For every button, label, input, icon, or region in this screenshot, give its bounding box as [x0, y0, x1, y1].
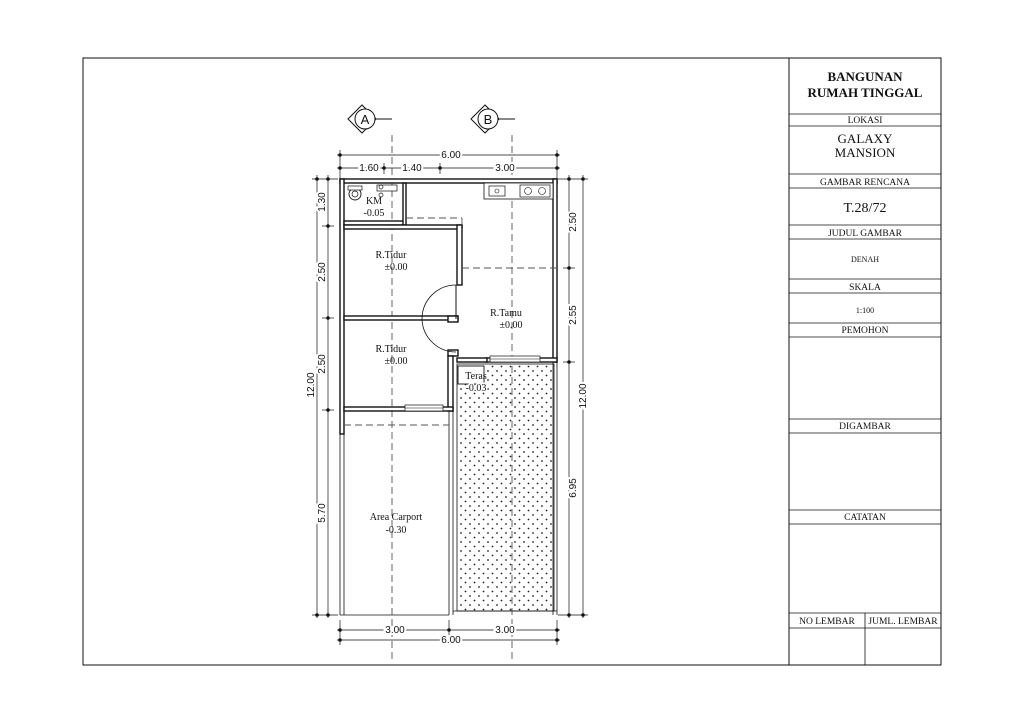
bottom-dimensions	[337, 620, 560, 646]
dim-right-total: 12.00	[578, 383, 589, 409]
project-title-line1: BANGUNAN	[827, 69, 903, 84]
room-carport-name: Area Carport	[369, 512, 423, 523]
dim-left-3: 2.50	[317, 354, 328, 374]
dim-right-1: 2.50	[568, 212, 579, 232]
catatan-label: CATATAN	[844, 513, 886, 523]
dim-top-1: 1.60	[359, 163, 379, 174]
project-title-line2: RUMAH TINGGAL	[807, 85, 923, 100]
skala-label: SKALA	[849, 283, 881, 293]
juml-lembar-label: JUML. LEMBAR	[868, 617, 938, 627]
digambar-label: DIGAMBAR	[839, 422, 891, 432]
section-marker-b	[471, 105, 515, 133]
dim-top-2: 1.40	[402, 163, 422, 174]
room-tidur1-level: ±0.00	[384, 262, 408, 273]
dim-bottom-2: 3.00	[495, 625, 515, 636]
floor-plan	[306, 105, 589, 660]
dim-left-2: 2.50	[317, 262, 328, 282]
lokasi-label: LOKASI	[847, 116, 883, 126]
dim-right-2: 2.55	[568, 305, 579, 325]
lokasi-line2: MANSION	[834, 145, 896, 160]
gambar-rencana-label: GAMBAR RENCANA	[820, 178, 910, 188]
section-a-label: A	[360, 112, 370, 127]
left-dimensions	[306, 175, 338, 618]
dim-bottom-1: 3.00	[385, 625, 405, 636]
room-tamu-level: ±0.00	[499, 320, 523, 331]
gambar-rencana-value: T.28/72	[843, 201, 887, 216]
dim-left-total: 12.00	[306, 372, 317, 398]
no-lembar-label: NO LEMBAR	[799, 617, 855, 627]
title-block	[789, 58, 941, 665]
dim-top-3: 3.00	[495, 163, 515, 174]
pemohon-label: PEMOHON	[841, 326, 889, 336]
section-b-label: B	[483, 112, 493, 127]
room-teras-level: -0.03	[465, 383, 487, 394]
top-dimensions	[337, 150, 560, 180]
section-marker-a	[348, 105, 392, 133]
lokasi-line1: GALAXY	[837, 131, 893, 146]
dim-right-3: 6.95	[568, 478, 579, 498]
dim-left-4: 5.70	[317, 503, 328, 523]
judul-gambar-value: DENAH	[851, 255, 879, 264]
room-teras-name: Teras	[465, 371, 487, 382]
room-km-level: -0.05	[363, 208, 385, 219]
terrace-paving	[457, 364, 554, 611]
room-tidur2-level: ±0.00	[384, 356, 408, 367]
skala-value: 1:100	[855, 306, 875, 315]
room-carport-level: -0.30	[385, 525, 407, 536]
kitchen-counter	[484, 183, 553, 199]
room-tamu-name: R.Tamu	[490, 308, 522, 319]
dim-bottom-total: 6.00	[441, 635, 461, 646]
room-km-name: KM	[365, 196, 383, 207]
right-dimensions	[558, 175, 589, 618]
dim-left-1: 1.30	[317, 192, 328, 212]
room-tidur2-name: R.Tidur	[375, 344, 407, 355]
judul-gambar-label: JUDUL GAMBAR	[828, 229, 902, 239]
room-tidur1-name: R.Tidur	[375, 250, 407, 261]
dim-top-total: 6.00	[441, 150, 461, 161]
